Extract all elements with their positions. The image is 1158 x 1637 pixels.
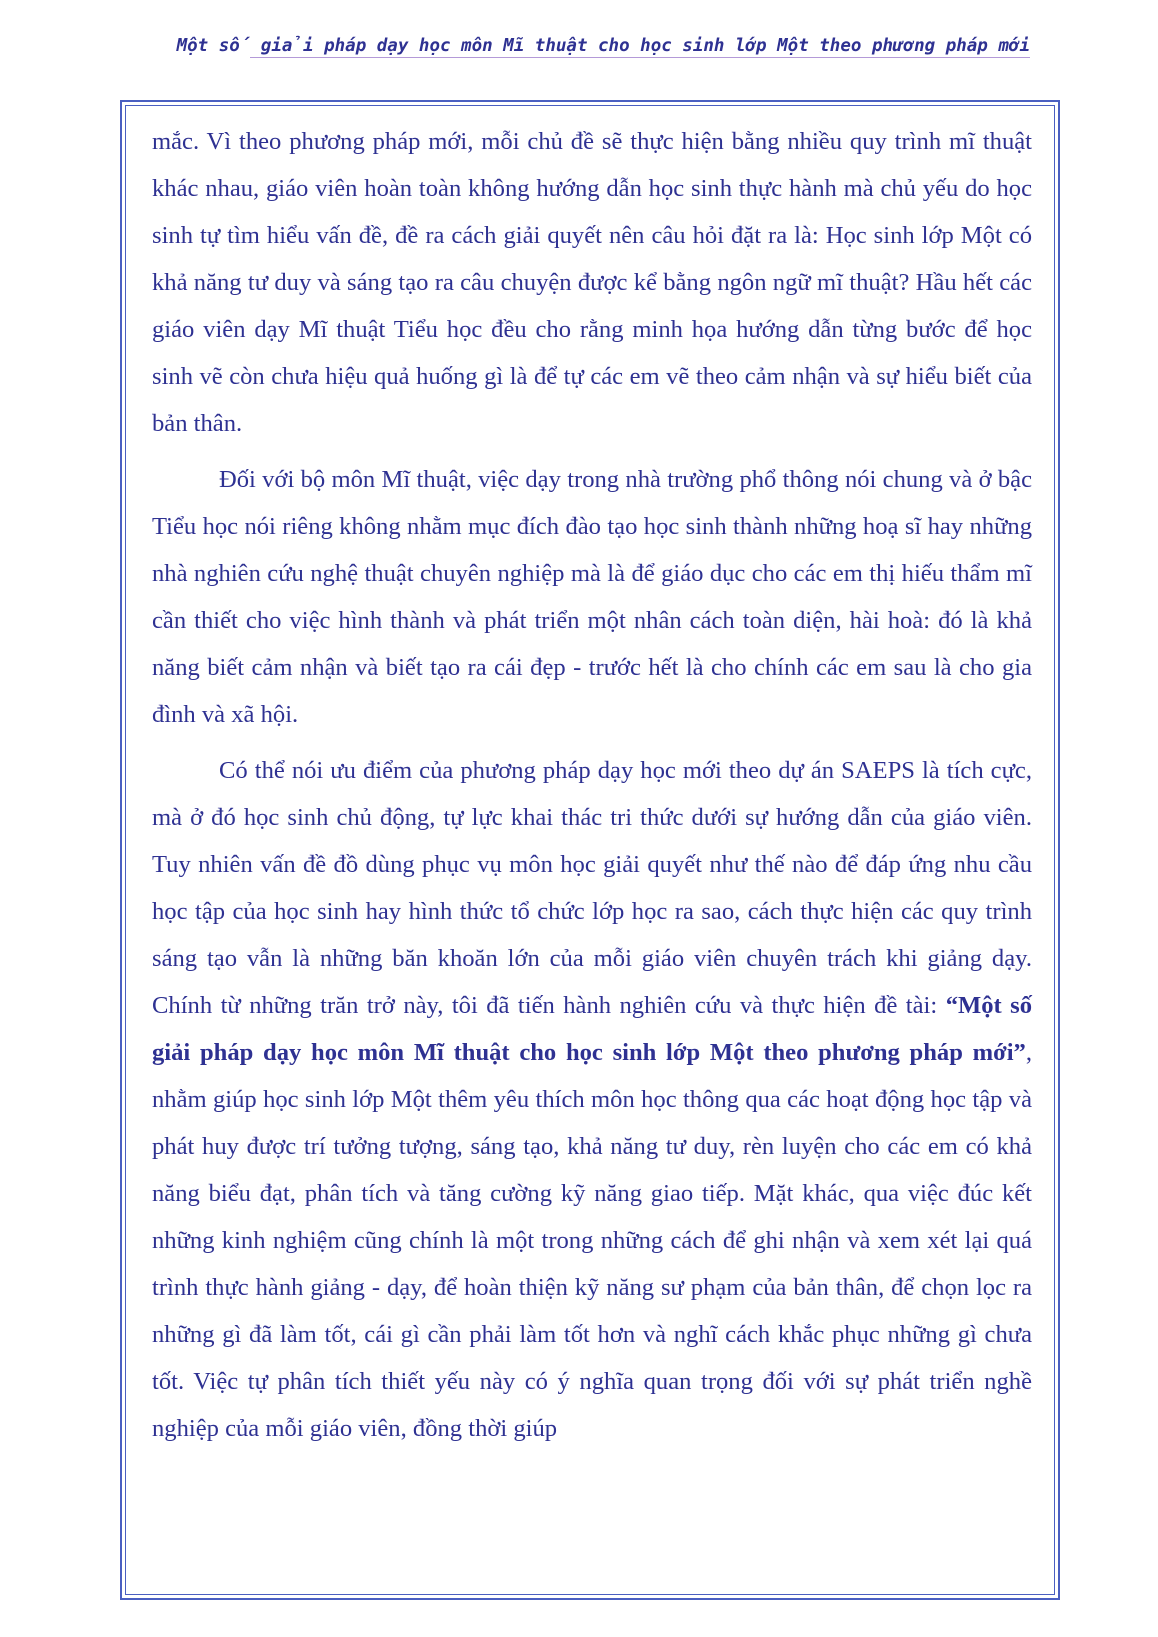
paragraph-text-before-title: Có thể nói ưu điểm của phương pháp dạy học mới theo dự án SAEPS là tích cực, mà ở đó học sinh chủ động, tự lực khai thác tri thức dưới sự hướng dẫn của giáo viên. Tuy nhiên vấn đề đồ dùng phục vụ môn học giải quyết như thế nào để đáp ứng nhu cầu học tập của học sinh hay hình thức tổ chức lớp học ra sao, cách thực hiện các quy trình sáng tạo vẫn là những băn khoăn lớn của mỗi giáo viên chuyên trách khi giảng dạy. Chính từ những trăn trở này, tôi đã tiến hành nghiên cứu và thực hiện đề tài: [152, 757, 1032, 1019]
document-body [152, 118, 1032, 1461]
header-underline [250, 57, 1030, 58]
paragraph-continued: mắc. Vì theo phương pháp mới, mỗi chủ đề sẽ thực hiện bằng nhiều quy trình mĩ thuật khác nhau, giáo viên hoàn toàn không hướng dẫn học sinh thực hành mà chủ yếu do học sinh tự tìm hiểu vấn đề, đề ra cách giải quyết nên câu hỏi đặt ra là: Học sinh lớp Một có khả năng tư duy và sáng tạo ra câu chuyện được kể bằng ngôn ngữ mĩ thuật? Hầu hết các giáo viên dạy Mĩ thuật Tiểu học đều cho rằng minh họa hướng dẫn từng bước để học sinh vẽ còn chưa hiệu quả huống gì là để tự các em vẽ theo cảm nhận và sự hiểu biết của bản thân. [152, 128, 1032, 437]
running-header: Một số giải pháp dạy học môn Mĩ thuật cho học sinh lớp Một theo phương pháp mới [176, 36, 1030, 56]
paragraph-saeps-method [152, 747, 1032, 1452]
paragraph-art-education-purpose: Đối với bộ môn Mĩ thuật, việc dạy trong nhà trường phổ thông nói chung và ở bậc Tiểu học nói riêng không nhằm mục đích đào tạo học sinh thành những hoạ sĩ hay những nhà nghiên cứu nghệ thuật chuyên nghiệp mà là để giáo dục cho các em thị hiếu thẩm mĩ cần thiết cho việc hình thành và phát triển một nhân cách toàn diện, hài hoà: đó là khả năng biết cảm nhận và biết tạo ra cái đẹp - trước hết là cho chính các em sau là cho gia đình và xã hội. [152, 466, 1032, 728]
project-title-bold: “Một số giải pháp dạy học môn Mĩ thuật cho học sinh lớp Một theo phương pháp mới” [152, 992, 1033, 1066]
paragraph-text-after-title: , nhằm giúp học sinh lớp Một thêm yêu thích môn học thông qua các hoạt động học tập và phát huy được trí tưởng tượng, sáng tạo, khả năng tư duy, rèn luyện cho các em có khả năng biểu đạt, phân tích và tăng cường kỹ năng giao tiếp. Mặt khác, qua việc đúc kết những kinh nghiệm cũng chính là một trong những cách để ghi nhận và xem xét lại quá trình thực hành giảng - dạy, để hoàn thiện kỹ năng sư phạm của bản thân, để chọn lọc ra những gì đã làm tốt, cái gì cần phải làm tốt hơn và nghĩ cách khắc phục những gì chưa tốt. Việc tự phân tích thiết yếu này có ý nghĩa quan trọng đối với sự phát triển nghề nghiệp của mỗi giáo viên, đồng thời giúp [152, 1039, 1032, 1442]
